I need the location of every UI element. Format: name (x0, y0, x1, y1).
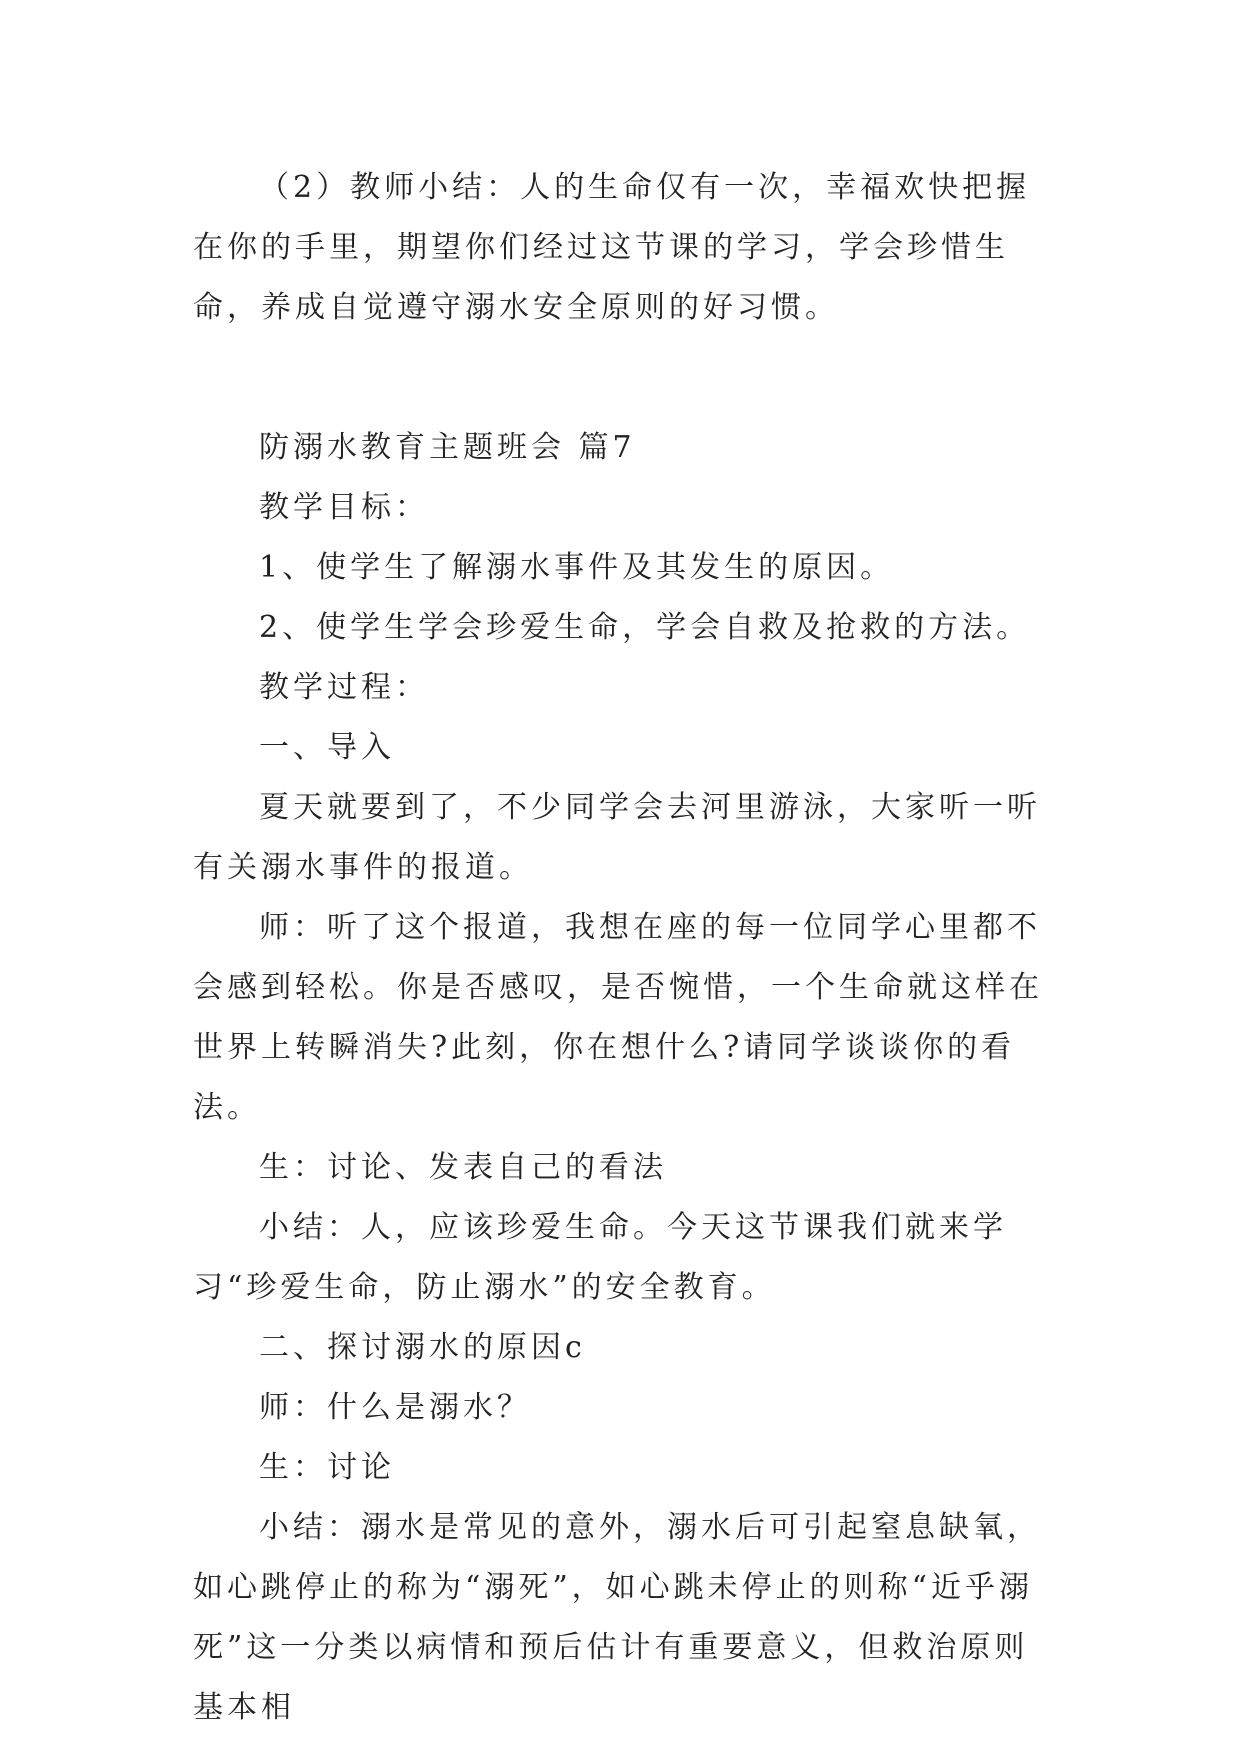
section-title: 防溺水教育主题班会 篇7 (259, 430, 636, 465)
paragraph-teacher-question: 师：听了这个报道，我想在座的每一位同学心里都不会感到轻松。你是否感叹，是否惋惜，一个生命就这样在世界上转瞬消失?此刻，你在想什么?请同学谈谈你的看法。 (193, 910, 1043, 1125)
paragraph-intro-heading: 一、导入 (259, 730, 395, 765)
paragraph-causes-heading: 二、探讨溺水的原因c (259, 1330, 586, 1365)
paragraph-teaching-goals: 教学目标： (259, 490, 429, 525)
paragraph-intro-text: 夏天就要到了，不少同学会去河里游泳，大家听一听有关溺水事件的报道。 (193, 790, 1041, 885)
document-body (193, 158, 1053, 1738)
paragraph-teacher-summary: （2）教师小结：人的生命仅有一次，幸福欢快把握在你的手里，期望你们经过这节课的学习，学会珍惜生命，养成自觉遵守溺水安全原则的好习惯。 (193, 170, 1031, 325)
paragraph-what-is-drowning: 师：什么是溺水？ (259, 1390, 531, 1425)
paragraph-summary-cherish-life: 小结：人，应该珍爱生命。今天这节课我们就来学习“珍爱生命，防止溺水”的安全教育。 (193, 1210, 1007, 1305)
section-gap (193, 338, 1053, 418)
paragraph-student-discussion: 生：讨论、发表自己的看法 (259, 1150, 667, 1185)
paragraph-summary-drowning: 小结：溺水是常见的意外，溺水后可引起窒息缺氧，如心跳停止的称为“溺死”，如心跳未停止的则称“近乎溺死”这一分类以病情和预后估计有重要意义，但救治原则基本相 (193, 1510, 1041, 1725)
paragraph-student-discuss: 生：讨论 (259, 1450, 395, 1485)
paragraph-goal-1: 1、使学生了解溺水事件及其发生的原因。 (259, 550, 895, 585)
paragraph-goal-2: 2、使学生学会珍爱生命，学会自救及抢救的方法。 (259, 610, 1031, 645)
paragraph-teaching-process: 教学过程： (259, 670, 429, 705)
